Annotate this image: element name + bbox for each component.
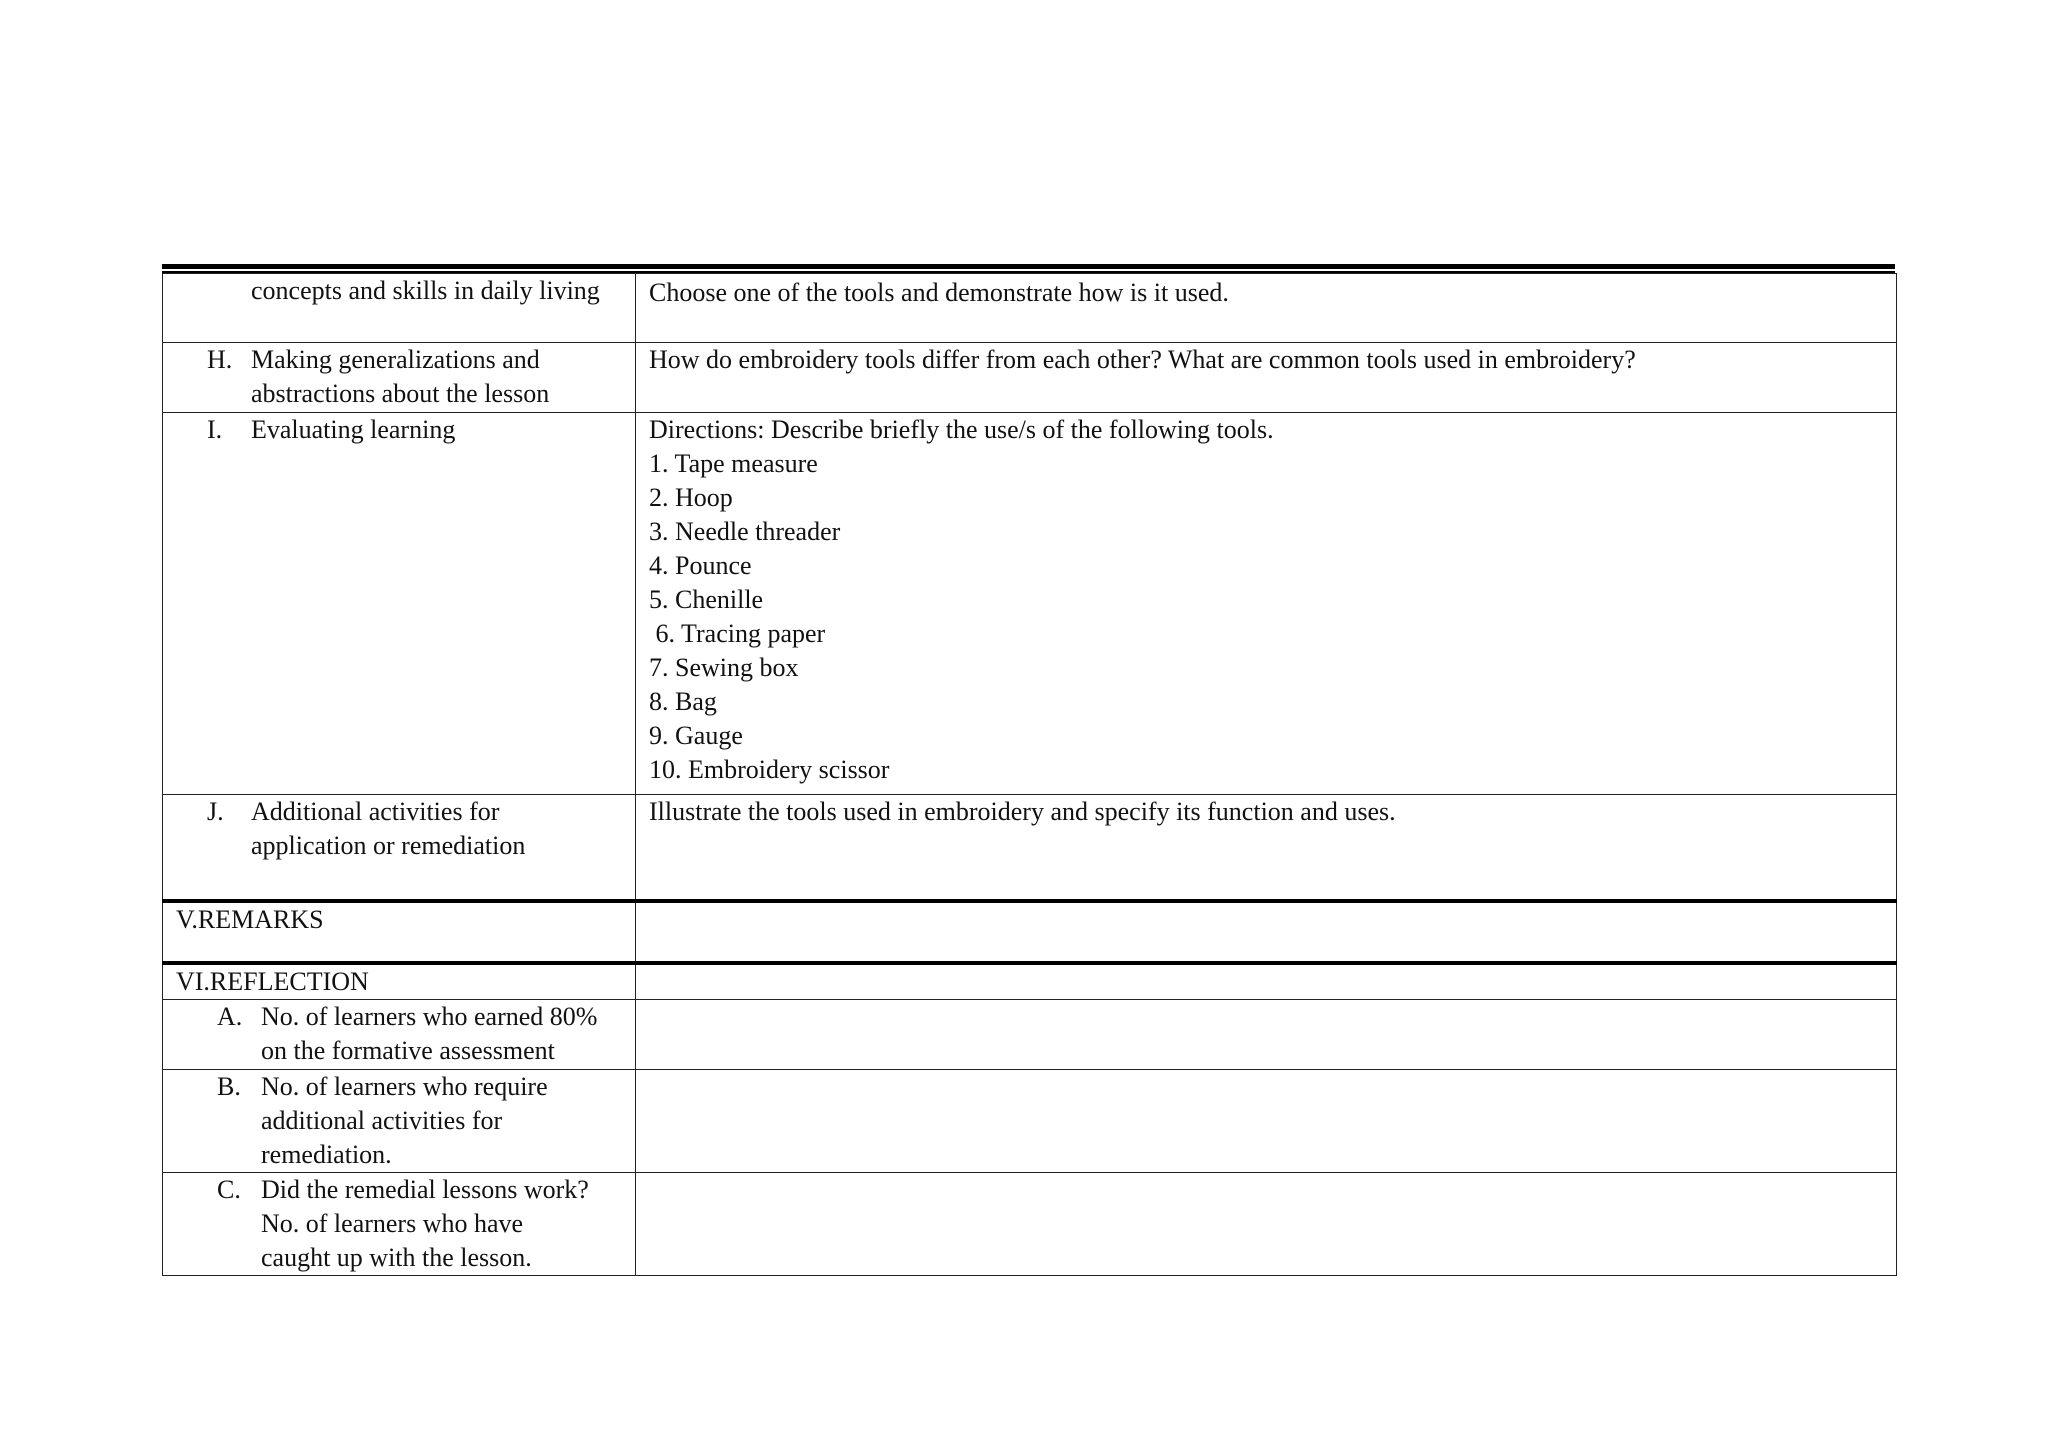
row-h-label-line2: abstractions about the lesson bbox=[251, 379, 550, 408]
reflection-b-line3: remediation. bbox=[261, 1139, 392, 1169]
list-item: 5. Chenille bbox=[649, 585, 764, 614]
row-j-label-line2: application or remediation bbox=[251, 831, 526, 860]
row-j-content-cell bbox=[636, 795, 1897, 901]
reflection-c-letter: C. bbox=[217, 1174, 241, 1204]
remarks-label-cell bbox=[163, 901, 636, 963]
table-row-g bbox=[163, 274, 1897, 343]
row-j-label-cell bbox=[163, 795, 636, 901]
row-h-content: How do embroidery tools differ from each other? What are common tools used in embroidery? bbox=[649, 345, 1636, 374]
row-h-letter: H. bbox=[207, 345, 233, 374]
list-item: 9. Gauge bbox=[649, 721, 743, 750]
remarks-title: V.REMARKS bbox=[176, 904, 324, 934]
reflection-a-letter: A. bbox=[217, 1001, 243, 1031]
table-row-remarks bbox=[163, 901, 1897, 963]
remarks-content-cell bbox=[636, 901, 1897, 963]
list-item: 3. Needle threader bbox=[649, 517, 841, 546]
row-i-label: Evaluating learning bbox=[251, 415, 456, 444]
list-item: 2. Hoop bbox=[649, 483, 733, 512]
row-i-content-cell bbox=[636, 413, 1897, 795]
reflection-a-content-cell bbox=[636, 999, 1897, 1069]
top-border-line bbox=[162, 264, 1895, 269]
row-g-label-cell bbox=[163, 274, 636, 343]
reflection-c-content-cell bbox=[636, 1172, 1897, 1275]
reflection-b-line1: No. of learners who require bbox=[261, 1071, 548, 1101]
reflection-a-line1: No. of learners who earned 80% bbox=[261, 1001, 598, 1031]
table-row-reflection bbox=[163, 963, 1897, 1000]
row-g-content-cell bbox=[636, 274, 1897, 343]
reflection-content-cell bbox=[636, 963, 1897, 1000]
lesson-plan-table bbox=[162, 273, 1897, 1276]
reflection-c-line1: Did the remedial lessons work? bbox=[261, 1174, 589, 1204]
reflection-label-cell bbox=[163, 963, 636, 1000]
reflection-b-content-cell bbox=[636, 1069, 1897, 1172]
evaluation-directions: Directions: Describe briefly the use/s of the following tools. bbox=[649, 415, 1274, 444]
table-row-h bbox=[163, 343, 1897, 413]
reflection-b-label-cell bbox=[163, 1069, 636, 1172]
reflection-b-line2: additional activities for bbox=[261, 1105, 503, 1135]
reflection-c-label-cell bbox=[163, 1172, 636, 1275]
row-g-label: concepts and skills in daily living bbox=[251, 276, 600, 305]
table-row-j bbox=[163, 795, 1897, 901]
reflection-a-line2: on the formative assessment bbox=[261, 1035, 555, 1065]
row-j-letter: J. bbox=[207, 797, 224, 826]
table-row-reflection-c bbox=[163, 1172, 1897, 1275]
row-i-label-cell bbox=[163, 413, 636, 795]
list-item: 6. Tracing paper bbox=[649, 619, 826, 648]
row-g-content: Choose one of the tools and demonstrate how is it used. bbox=[649, 278, 1229, 307]
row-h-label-cell bbox=[163, 343, 636, 413]
table-row-reflection-a bbox=[163, 999, 1897, 1069]
row-i-letter: I. bbox=[207, 415, 223, 444]
reflection-title: VI.REFLECTION bbox=[176, 966, 369, 996]
row-h-content-cell bbox=[636, 343, 1897, 413]
list-item: 10. Embroidery scissor bbox=[649, 755, 890, 784]
evaluation-list bbox=[636, 413, 1896, 787]
table-row-i bbox=[163, 413, 1897, 795]
row-j-label-line1: Additional activities for bbox=[251, 797, 500, 826]
reflection-c-line3: caught up with the lesson. bbox=[261, 1242, 532, 1272]
row-j-content: Illustrate the tools used in embroidery and specify its function and uses. bbox=[649, 797, 1396, 826]
list-item: 7. Sewing box bbox=[649, 653, 799, 682]
table-row-reflection-b bbox=[163, 1069, 1897, 1172]
reflection-c-line2: No. of learners who have bbox=[261, 1208, 524, 1238]
list-item: 1. Tape measure bbox=[649, 449, 818, 478]
list-item: 4. Pounce bbox=[649, 551, 752, 580]
row-h-label-line1: Making generalizations and bbox=[251, 345, 540, 374]
list-item: 8. Bag bbox=[649, 687, 717, 716]
reflection-b-letter: B. bbox=[217, 1071, 241, 1101]
reflection-a-label-cell bbox=[163, 999, 636, 1069]
